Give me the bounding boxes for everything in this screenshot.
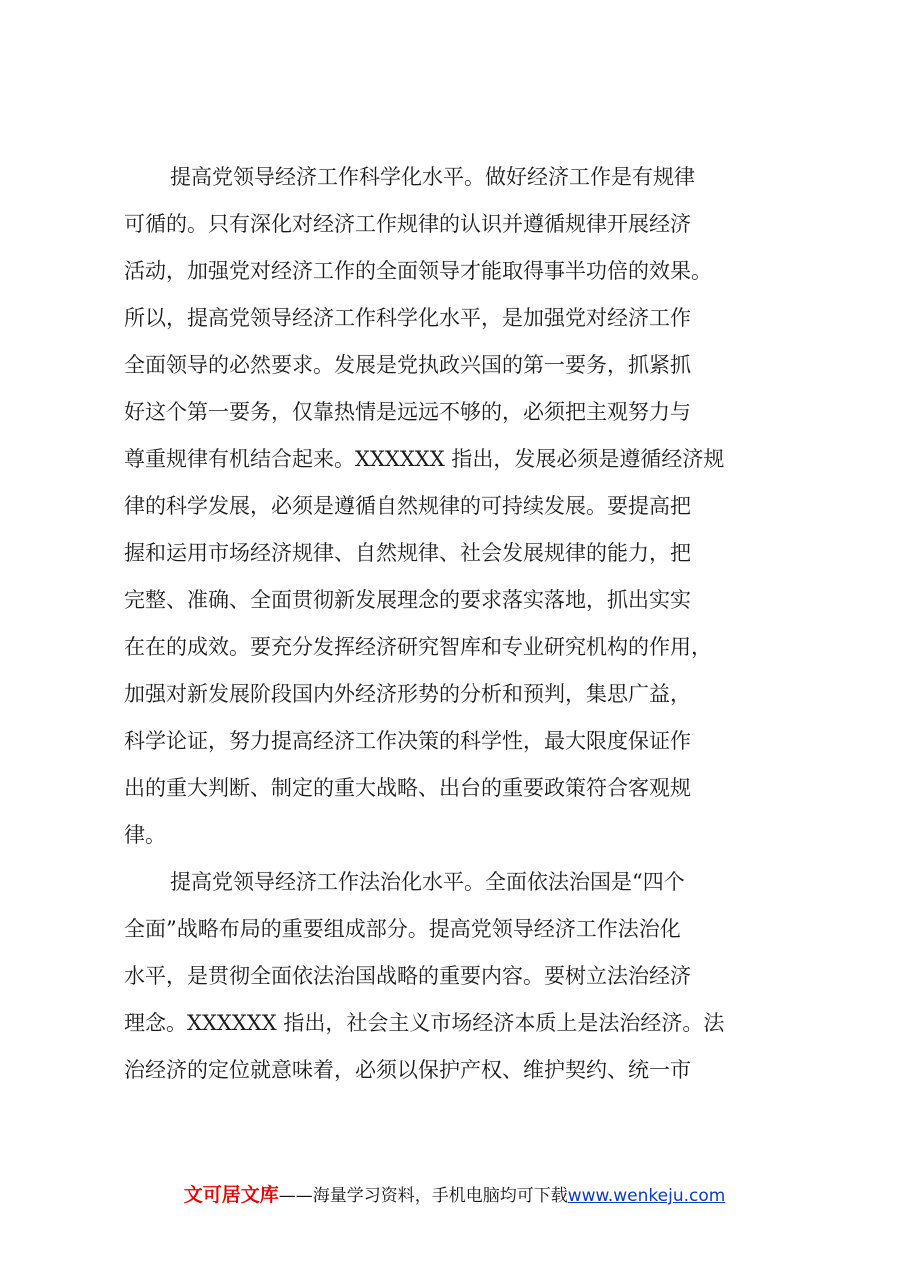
paragraph-1-line-1: 提高党领导经济工作科学化水平。做好经济工作是有规律 bbox=[170, 165, 695, 189]
website-link[interactable]: www.wenkeju.com bbox=[567, 1186, 726, 1206]
paragraph-2-line-1: 提高党领导经济工作法治化水平。全面依法治国是“四个 bbox=[170, 870, 685, 894]
footer-tagline: ——海量学习资料，手机电脑均可下载 bbox=[278, 1186, 568, 1206]
paragraph-1-line-3: 活动，加强党对经济工作的全面领导才能取得事半功倍的效果。 bbox=[124, 259, 712, 283]
paragraph-1-line-4: 所以，提高党领导经济工作科学化水平，是加强党对经济工作 bbox=[124, 306, 691, 330]
paragraph-1-line-9: 握和运用市场经济规律、自然规律、社会发展规律的能力，把 bbox=[124, 541, 691, 565]
paragraph-1-line-14: 出的重大判断、制定的重大战略、出台的重要政策符合客观规 bbox=[124, 776, 691, 800]
brand-name: 文可居文库 bbox=[183, 1184, 279, 1206]
paragraph-2-line-2: 全面”战略布局的重要组成部分。提高党领导经济工作法治化 bbox=[124, 917, 681, 941]
paragraph-2-line-5: 治经济的定位就意味着，必须以保护产权、维护契约、统一市 bbox=[124, 1058, 691, 1082]
paragraph-1-line-5: 全面领导的必然要求。发展是党执政兴国的第一要务，抓紧抓 bbox=[124, 353, 691, 377]
paragraph-2-line-3: 水平，是贯彻全面依法治国战略的重要内容。要树立法治经济 bbox=[124, 964, 691, 988]
paragraph-1-line-6: 好这个第一要务，仅靠热情是远远不够的，必须把主观努力与 bbox=[124, 400, 691, 424]
paragraph-2-line-4: 理念。XXXXXX 指出，社会主义市场经济本质上是法治经济。法 bbox=[124, 1011, 725, 1035]
paragraph-1-line-11: 在在的成效。要充分发挥经济研究智库和专业研究机构的作用， bbox=[124, 635, 712, 659]
paragraph-1-line-8: 律的科学发展，必须是遵循自然规律的可持续发展。要提高把 bbox=[124, 494, 691, 518]
paragraph-1-line-2: 可循的。只有深化对经济工作规律的认识并遵循规律开展经济 bbox=[124, 212, 691, 236]
paragraph-1-line-13: 科学论证，努力提高经济工作决策的科学性，最大限度保证作 bbox=[124, 729, 691, 753]
footer-banner bbox=[0, 1184, 909, 1207]
paragraph-1-line-7: 尊重规律有机结合起来。XXXXXX 指出，发展必须是遵循经济规 bbox=[124, 447, 725, 471]
paragraph-1-line-15: 律。 bbox=[124, 823, 166, 847]
paragraph-1-line-10: 完整、准确、全面贯彻新发展理念的要求落实落地，抓出实实 bbox=[124, 588, 691, 612]
paragraph-1-line-12: 加强对新发展阶段国内外经济形势的分析和预判，集思广益， bbox=[124, 682, 691, 706]
